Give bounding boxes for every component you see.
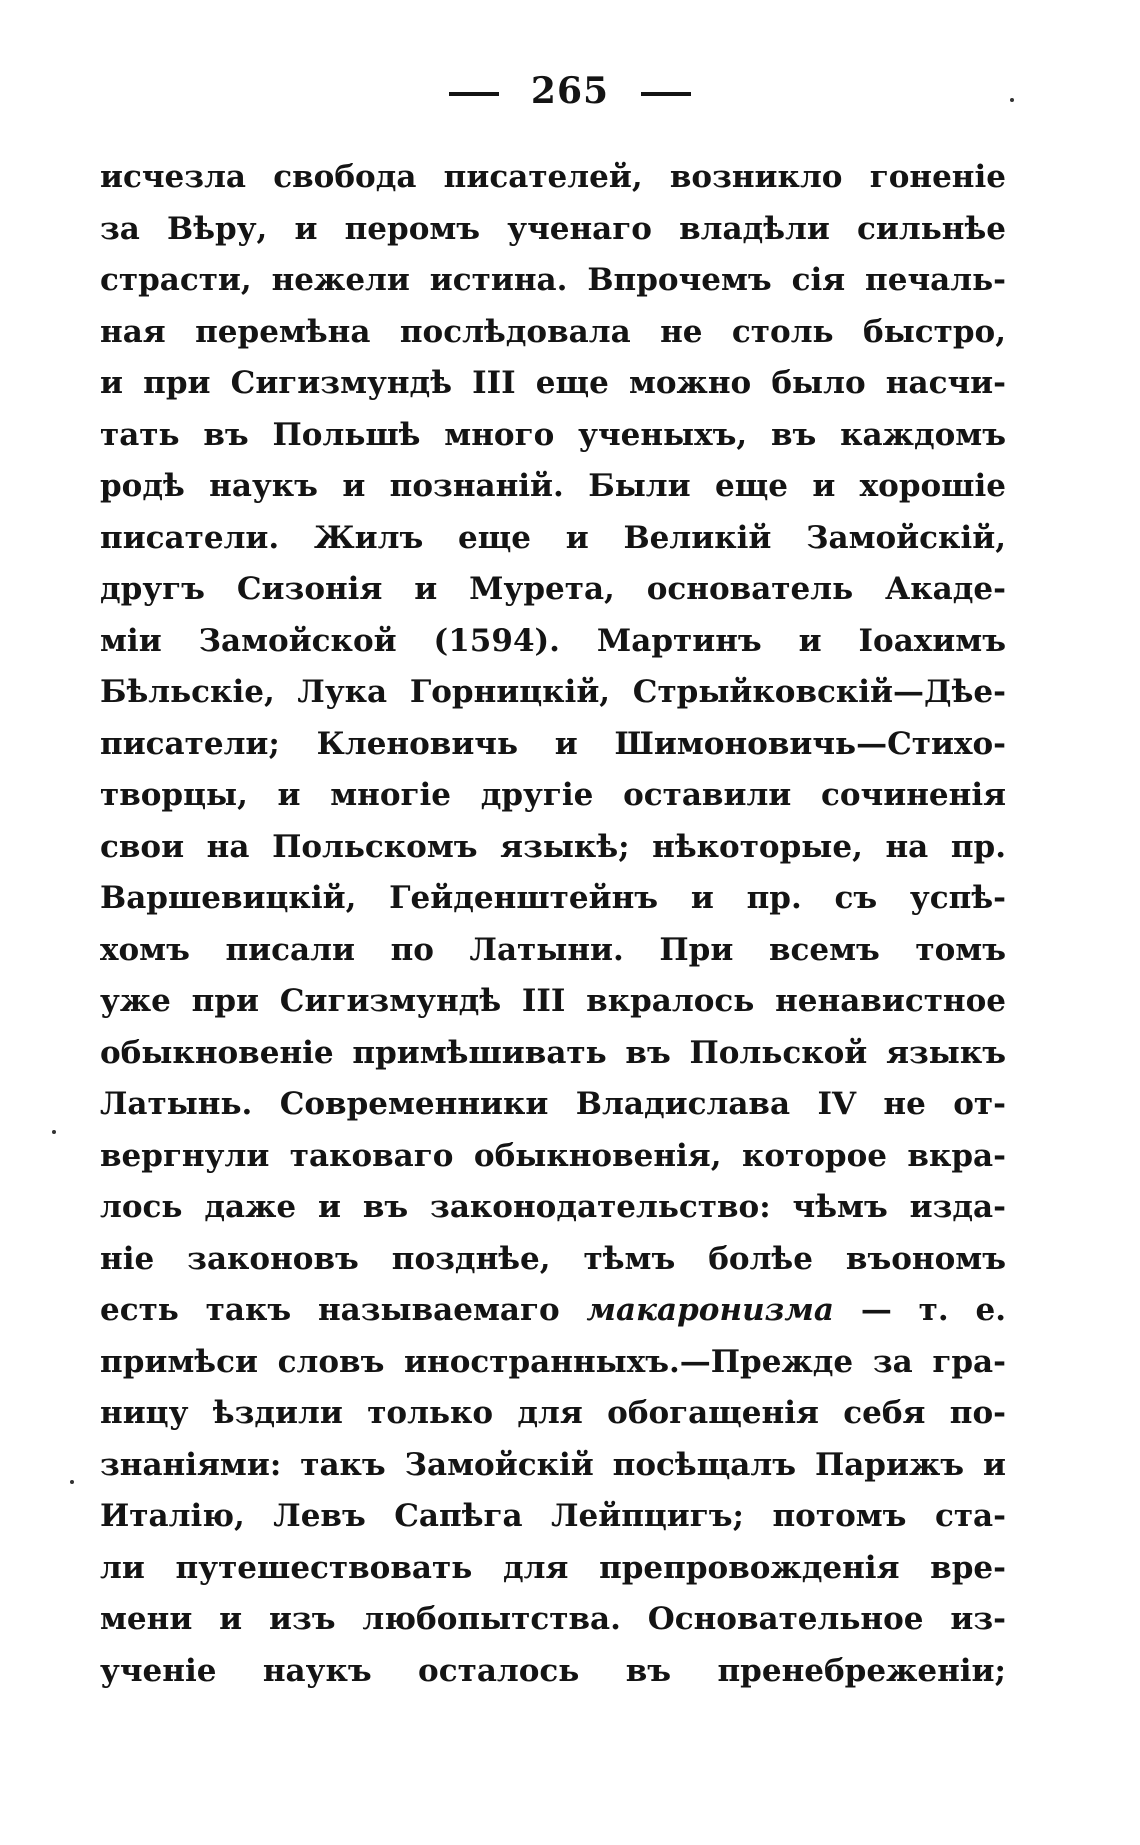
page-header [0,70,1140,112]
text-line: тать въ Польшѣ много ученыхъ, въ каждомъ [100,416,1006,453]
text-line: Бѣльскіе, Лука Горницкій, Стрыйковскій—Дѣе- [100,674,1006,710]
body-text [100,152,1006,1697]
page-number: 265 [530,70,610,112]
text-line: Латынь. Современники Владислава IV не от- [100,1086,1006,1122]
text-line: вергнули таковаго обыкновенія, которое вкра- [100,1137,1006,1174]
text-line: за Вѣру, и перомъ ученаго владѣли сильнѣе [100,210,1006,247]
text-segment: есть такъ называемаго [100,1292,560,1328]
text-line: уже при Сигизмундѣ III вкралось ненавистное [100,983,1006,1019]
text-line: примѣси словъ иностранныхъ.—Прежде за гра- [100,1343,1006,1380]
text-line: другъ Сизонія и Мурета, основатель Акаде- [100,571,1006,607]
text-line-with-italic [100,1285,1006,1337]
text-line: ніе законовъ позднѣе, тѣмъ болѣе въономъ [100,1240,1006,1277]
text-segment: — т. е. [860,1292,1006,1328]
text-line: творцы, и многіе другіе оставили сочиненія [100,777,1006,813]
text-line: свои на Польскомъ языкѣ; нѣкоторые, на пр. [100,828,1006,865]
text-line: ницу ѣздили только для обогащенія себя по- [100,1395,1006,1431]
text-line: ученіе наукъ осталось въ пренебреженіи; [100,1652,1006,1689]
italic-term: макаронизма [586,1292,834,1328]
text-line: хомъ писали по Латыни. При всемъ томъ [100,931,1006,968]
text-line: мени и изъ любопытства. Основательное из- [100,1601,1006,1637]
text-line: и при Сигизмундѣ III еще можно было насчи- [100,365,1006,401]
text-line: ли путешествовать для препровожденія вре- [100,1549,1006,1586]
text-line: Варшевицкій, Гейденштейнъ и пр. съ успѣ- [100,880,1006,916]
text-line: знаніями: такъ Замойскій посѣщалъ Парижъ и [100,1446,1006,1483]
text-line: міи Замойской (1594). Мартинъ и Іоахимъ [100,622,1006,659]
text-line: ная перемѣна послѣдовала не столь быстро, [100,313,1006,350]
text-line: страсти, нежели истина. Впрочемъ сія печаль- [100,262,1006,298]
text-line: обыкновеніе примѣшивать въ Польской языкъ [100,1034,1006,1071]
text-line: лось даже и въ законодательство: чѣмъ изда- [100,1189,1006,1225]
text-line: Италію, Левъ Сапѣга Лейпцигъ; потомъ ста- [100,1498,1006,1534]
header-dash-left [449,92,499,96]
text-line: писатели. Жилъ еще и Великій Замойскій, [100,519,1006,556]
print-speck [52,1130,56,1134]
text-line: писатели; Кленовичь и Шимоновичь—Стихо- [100,725,1006,762]
text-line: исчезла свобода писателей, возникло гоненіе [100,159,1006,195]
print-speck [70,1480,74,1484]
print-speck [1010,98,1014,102]
text-line: родѣ наукъ и познаній. Были еще и хорошіе [100,468,1006,504]
header-dash-right [641,92,691,96]
